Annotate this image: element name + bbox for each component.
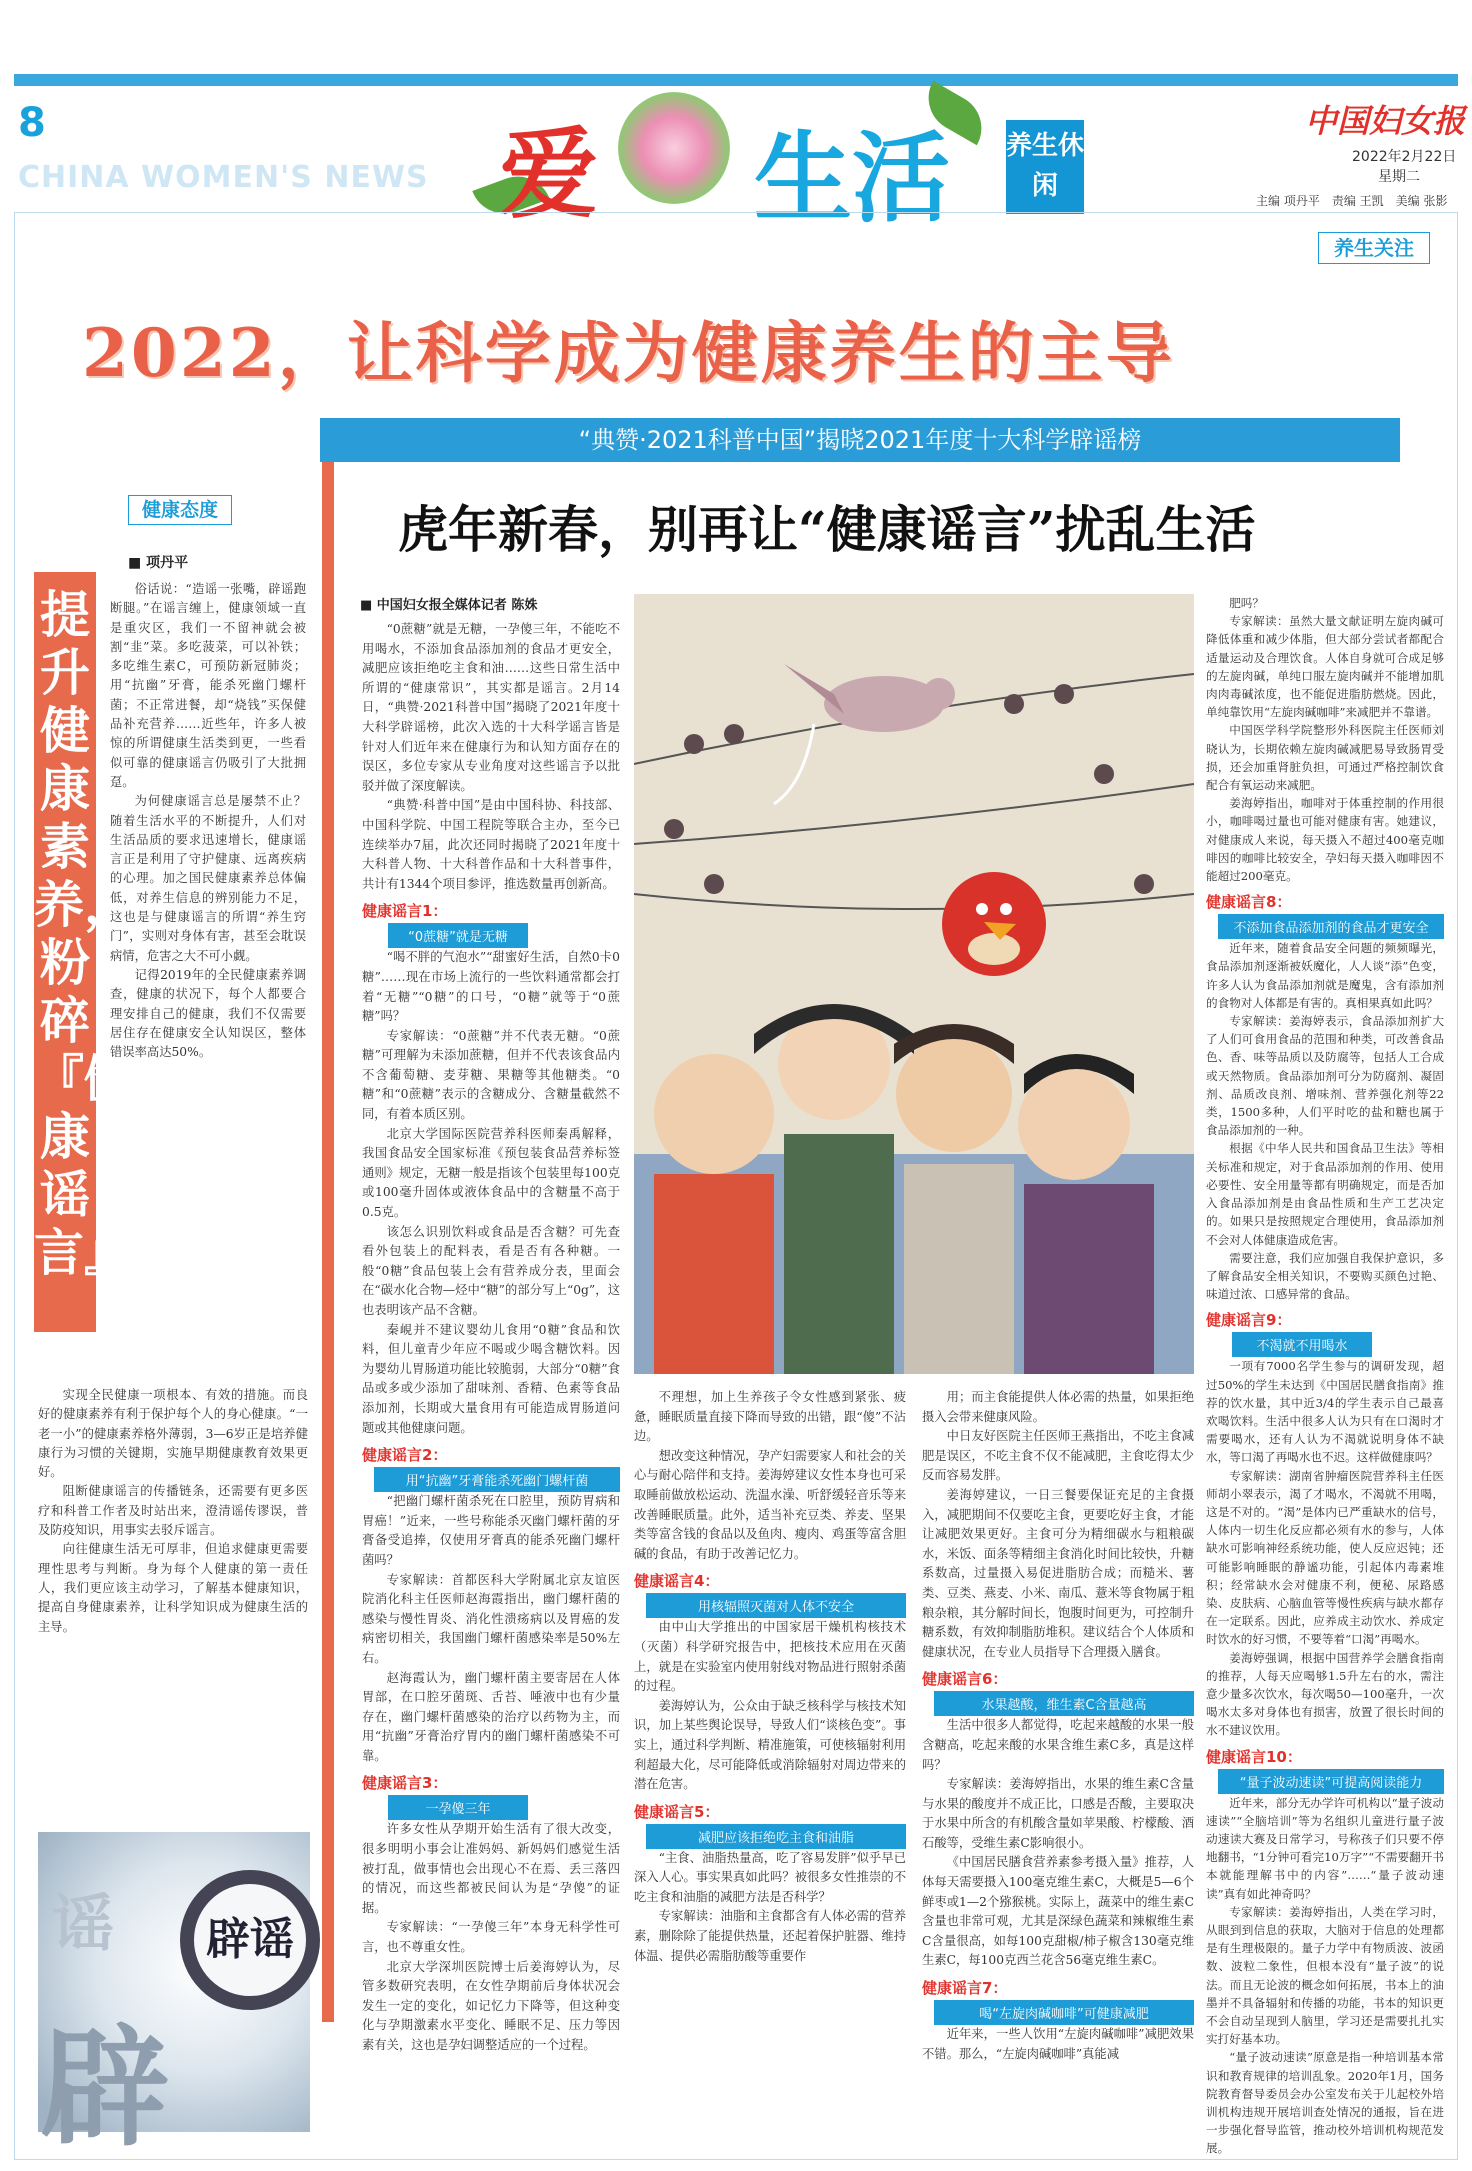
rumor-title: 不渴就不用喝水: [1232, 1332, 1372, 1357]
paragraph: 不理想，加上生养孩子令女性感到紧张、疲惫，睡眠质量直接下降而导致的出错，跟“傻”不沾边。: [634, 1390, 906, 1444]
angry-bird-icon: [942, 872, 1046, 976]
rumor-label: 健康谣言7：: [922, 1979, 1008, 1998]
left-author: ■ 项丹平: [128, 555, 189, 571]
issue-weekday: 星期二: [1378, 169, 1420, 185]
paragraph: “把幽门螺杆菌杀死在口腔里，预防胃病和胃癌！”近来，一些号称能杀灭幽门螺杆菌的牙膏备受追捧，仅使用牙膏真的能杀死幽门螺杆菌吗？: [362, 1494, 620, 1567]
paragraph: “量子波动速读”原意是指一种培训基本常识和教育规律的培训乱象。2020年1月，国务院教育督导委员会办公室发布关于儿起校外培训机构违规开展培训查处情况的通报，旨在进一步强化督导监管，推动校外培训机构规范发展。: [1206, 2050, 1444, 2156]
paragraph: 近年来，一些人饮用“左旋肉碱咖啡”减肥效果不错。那么，“左旋肉碱咖啡”真能减: [922, 2027, 1194, 2061]
magnifier-icon: 辟谣: [180, 1870, 320, 2010]
paragraph: 北京大学深圳医院博士后姜海婷认为，尽管多数研究表明，在女性孕期前后身体状况会发生一定的变化，如记忆力下降等，但这种变化与孕期激素水平变化、睡眠不足、压力等因素有关，这也是孕妇调整适应的一个过程。: [362, 1959, 620, 2052]
english-paper-name: CHINA WOMEN'S NEWS: [18, 160, 429, 195]
rumor-label: 健康谣言4：: [634, 1572, 720, 1591]
paragraph: “喝不胖的气泡水”“甜蜜好生活，自然0卡0糖”……现在市场上流行的一些饮料通常都会打着“无糖”“0糖”的口号，“0糖”就等于“0蔗糖”吗？: [362, 950, 620, 1024]
rumor-title: 减肥应该拒绝吃主食和油脂: [646, 1824, 906, 1849]
paragraph: 由中山大学推出的中国家居干燥机构核技术（灭菌）科学研究报告中，把核技术应用在灭菌上，就是在实验室内使用射线对物品进行照射杀菌的过程。: [634, 1620, 906, 1694]
article-byline: ■ 中国妇女报全媒体记者 陈姝: [360, 598, 538, 613]
paragraph: 专家解读：虽然大量文献证明左旋肉碱可降低体重和减少体脂，但大部分尝试者都配合适量运动及合理饮食。人体自身就可合成足够的左旋肉碱，单纯口服左旋肉碱并不能增加肌肉肉毒碱浓度，也不能促进脂肪燃烧。因此，单纯靠饮用“左旋肉碱咖啡”来减肥并不靠谱。: [1206, 614, 1444, 720]
paragraph: 根据《中华人民共和国食品卫生法》等相关标准和规定，对于食品添加剂的作用、使用必要性、安全用量等都有明确规定，而是否加入食品添加剂是由食品性质和生产工艺决定的。如果只是按照规定合理使用，食品添加剂不会对人体健康造成危害。: [1206, 1141, 1444, 1247]
paragraph: 许多女性从孕期开始生活有了很大改变，很多明明小事会让准妈妈、新妈妈们感觉生活被打乱，做事情也会出现心不在焉、丢三落四的情况，而这些都被民间认为是“孕傻”的证据。: [362, 1822, 620, 1915]
paragraph: 近年来，部分无办学许可机构以“量子波动速读”“全脑培训”等为名组织儿童进行量子波动速读大赛及日常学习，号称孩子们只要不停地翻书，“1分钟可看完10万字”“不需要翻开书本就能理解书中的内容”……“量子波动速读”真有如此神奇吗？: [1206, 1795, 1444, 1901]
article-column-5: [1206, 594, 1444, 2158]
rumor-label: 健康谣言2：: [362, 1446, 448, 1465]
paragraph: 北京大学国际医院营养科医师秦禹解释，我国食品安全国家标准《预包装食品营养标签通则》规定，无糖一般是指该个包装里每100克或100毫升固体或液体食品中的含糖量不高于0.5克。: [362, 1126, 620, 1220]
paragraph: 实现全民健康一项根本、有效的措施。而良好的健康素养有利于保护每个人的身心健康。“一老一小”的健康素养格外薄弱，3—6岁正是培养健康行为习惯的关键期，实施早期健康教育效果更好。: [38, 1388, 308, 1480]
paragraph: “典赞·科普中国”是由中国科协、科技部、中国科学院、中国工程院等联合主办，至今已连续举办7届，此次还同时揭晓了2021年度十大科普人物、十大科普作品和十大科普事件，共计有1344个项目参评，推选数量再创新高。: [362, 798, 620, 891]
issue-date: 2022年2月22日: [1352, 149, 1457, 165]
rumor-label: 健康谣言3：: [362, 1774, 448, 1793]
article-column-3: [634, 1388, 906, 1966]
paragraph: 一项有7000名学生参与的调研发现，超过50%的学生未达到《中国居民膳食指南》推荐的饮水量，其中近3/4的学生表示自己最喜欢喝饮料。生活中很多人认为只有在口渴时才需要喝水，还有人认为不渴就说明身体不缺水，等口渴了再喝水也不迟。这样做健康吗？: [1206, 1359, 1444, 1465]
paragraph: 用；而主食能提供人体必需的热量，如果拒绝摄入会带来健康风险。: [922, 1390, 1194, 1424]
paragraph: 专家解读：姜海婷指出，人类在学习时，从眼到到信息的获取，大脑对于信息的处理都是有生理极限的。量子力学中有物质波、波函数、波粒二象性，但根本没有“量子波”的说法。而且无论波的概念如何拓展，书本上的油墨并不具备辐射和传播的功能，书本的知识更不会自动呈现到人脑里，学习还是需要扎扎实实打好基本功。: [1206, 1904, 1444, 2047]
left-column-text: [110, 580, 306, 1062]
rumor-title: 用“抗幽”牙膏能杀死幽门螺杆菌: [374, 1467, 620, 1492]
paragraph: 生活中很多人都觉得，吃起来越酸的水果一般含糖高，吃起来酸的水果含维生素C多，真是这样吗？: [922, 1718, 1194, 1772]
rumor-title: 喝“左旋肉碱咖啡”可健康减肥: [934, 2000, 1194, 2025]
paragraph: 《中国居民膳食营养素参考摄入量》推荐，人体每天需要摄入100毫克维生素C，大概是5—6个鲜枣或1—2个猕猴桃。实际上，蔬菜中的维生素C含量也非常可观，尤其是深绿色蔬菜和辣椒维生素C含量很高，如每100克甜椒/柿子椒含130毫克维生素C，每100克西兰花含56毫克维生素C。: [922, 1855, 1194, 1968]
paragraph: 专家解读：油脂和主食都含有人体必需的营养素，删除除了能提供热量，还起着保护脏器、维持体温、提供必需脂肪酸等重要作: [634, 1909, 906, 1963]
gossip-illustration: [634, 594, 1194, 1374]
rumor-title: 一孕傻三年: [388, 1795, 528, 1820]
page-number: 8: [18, 100, 46, 146]
paragraph: 专家解读：“一孕傻三年”本身无科学性可言，也不尊重女性。: [362, 1920, 620, 1955]
paragraph: “主食、油脂热量高，吃了容易发胖”似乎早已深入人心。事实果真如此吗？被很多女性推崇的不吃主食和油脂的减肥方法是否科学？: [634, 1850, 906, 1904]
paragraph: 赵海霞认为，幽门螺杆菌主要寄居在人体胃部，在口腔牙菌斑、舌苔、唾液中也有少量存在，幽门螺杆菌感染的治疗以药物为主，而用“抗幽”牙膏治疗胃内的幽门螺杆菌感染不可靠。: [362, 1670, 620, 1763]
paragraph: 秦峴并不建议婴幼儿食用“0糖”食品和饮料，但儿童青少年应不喝或少喝含糖饮料。因为婴幼儿胃肠道功能比较脆弱，大部分“0糖”食品或多或少添加了甜味剂、香精、色素等食品添加剂，长期或大量食用有可能造成胃肠道问题或其他健康问题。: [362, 1322, 620, 1435]
rumor-label: 健康谣言8：: [1206, 893, 1292, 912]
photo-ghost-text: 谣: [52, 1887, 115, 1960]
paragraph: 专家解读：首都医科大学附属北京友谊医院消化科主任医师赵海霞指出，幽门螺杆菌的感染与慢性胃炎、消化性溃疡病以及胃癌的发病密切相关，我国幽门螺杆菌感染率是50%左右。: [362, 1572, 620, 1665]
paragraph: 阻断健康谣言的传播链条，还需要有更多医疗和科普工作者及时站出来，澄清谣传谬误，普及防疫知识，用事实去驳斥谣言。: [38, 1484, 308, 1538]
paper-logo: 中国妇女报: [1305, 102, 1466, 140]
paragraph: 专家解读：姜海婷指出，水果的维生素C含量与水果的酸度并不成正比，口感是否酸，主要取决于水果中所含的有机酸含量如苹果酸、柠檬酸、酒石酸等，受维生素C影响很小。: [922, 1777, 1194, 1850]
editor-credits: 主编 项丹平 责编 王凯 美编 张影: [1256, 194, 1448, 208]
article-column-1: [362, 620, 620, 2056]
paragraph: 肥吗？: [1229, 596, 1264, 610]
section-title-life: 生活: [754, 122, 951, 236]
paragraph: 中日友好医院主任医师王燕指出，不吃主食减肥是误区，不吃主食不仅不能减肥，主食吃得太少反而容易发胖。: [922, 1429, 1194, 1483]
rumor-title: “0蔗糖”就是无糖: [388, 923, 528, 948]
rumor-title: 不添加食品添加剂的食品才更安全: [1218, 914, 1444, 939]
paragraph: 俗话说：“造谣一张嘴，辟谣跑断腿。”在谣言缠上，健康领域一直是重灾区，我们一不留神就会被割“韭”菜。多吃菠菜，可以补铁；多吃维生素C，可预防新冠肺炎；用“抗幽”牙膏，能杀死幽门螺杆菌；不正常进餐，却“烧钱”买保健品补充营养……近些年，许多人被惊的所谓健康生活类到更，一些看似可靠的健康谣言仍吸引了大批拥趸。: [110, 582, 306, 789]
rumor-label: 健康谣言5：: [634, 1802, 720, 1821]
section-tag-right: 养生关注: [1318, 232, 1430, 264]
main-headline: 2022，让科学成为健康养生的主导: [82, 314, 1175, 392]
article-column-4: [922, 1388, 1194, 2064]
paragraph: 需要注意，我们应加强自我保护意识，多了解食品安全相关知识，不要购买颜色过艳、味道过浓、口感异常的食品。: [1206, 1250, 1444, 1302]
section-tag-left: 健康态度: [128, 495, 232, 525]
paragraph: 近年来，随着食品安全问题的频频曝光，食品添加剂逐渐被妖魔化，人人谈“添”色变，许多人认为食品添加剂就是魔鬼，含有添加剂的食物对人体都是有害的。真相果真如此吗？: [1206, 941, 1444, 1010]
rumor-title: “量子波动速读”可提高阅读能力: [1218, 1769, 1444, 1794]
left-bottom-text: [38, 1386, 308, 1637]
rumor-label: 健康谣言6：: [922, 1670, 1008, 1689]
paragraph: 姜海婷强调，根据中国营养学会膳食指南的推荐，人每天应喝够1.5升左右的水，需注意少量多次饮水，每次喝50—100毫升，一次喝水太多对身体也有损害，放置了很长时间的水不建议饮用。: [1206, 1650, 1444, 1738]
vertical-title: 提升健康素养，粉碎『健康谣言』: [34, 572, 96, 1332]
paragraph: 姜海婷建议，一日三餐要保证充足的主食摄入，减肥期间不仅要吃主食，更要吃好主食，才能让减肥效果更好。主食可分为精细碳水与粗粮碳水，米饭、面条等精细主食消化时间比较快，升糖系数高，过量摄入易促进脂肪合成；而糙米、薯类、豆类、燕麦、小米、南瓜、薏米等食物属于粗粮杂粮，其分解时间长，饱腹时间更为，可控制升糖系数，有效抑制脂肪堆积。建议结合个人体质和健康状况，在专业人员指导下合理摄入膳食。: [922, 1487, 1194, 1659]
top-color-bar: [14, 74, 1458, 86]
flower-decoration-icon: [618, 92, 730, 204]
banner-subtitle: “典赞·2021科普中国”揭晓2021年度十大科学辟谣榜: [320, 418, 1400, 462]
paragraph: 专家解读：“0蔗糖”并不代表无糖。“0蔗糖”可理解为未添加蔗糖，但并不代表该食品内不含葡萄糖、麦芽糖、果糖等其他糖类。“0糖”和“0蔗糖”表示的含糖成分、含糖量截然不同，有着本质区别。: [362, 1028, 620, 1122]
paragraph: 向往健康生活无可厚非，但追求健康更需要理性思考与判断。身为每个人健康的第一责任人，我们更应该主动学习，了解基本健康知识，提高自身健康素养，让科学知识成为健康生活的主导。: [38, 1542, 308, 1634]
article-title: 虎年新春，别再让“健康谣言”扰乱生活: [398, 500, 1256, 559]
paragraph: 想改变这种情况，孕产妇需要家人和社会的关心与耐心陪伴和支持。姜海婷建议女性本身也可采取睡前做放松运动、洗温水澡、听舒缓轻音乐等来改善睡眠质量。此外，适当补充豆类、养麦、坚果类等富含钱的食品以及鱼肉、瘦肉、鸡蛋等富含胆碱的食品，有助于改善记忆力。: [634, 1448, 906, 1561]
rumor-label: 健康谣言10：: [1206, 1747, 1302, 1766]
paragraph: 专家解读：姜海婷表示，食品添加剂扩大了人们可食用食品的范围和种类，可改善食品色、香、味等品质以及防腐等，包括人工合成或天然物质。食品添加剂可分为防腐剂、凝固剂、品质改良剂、增味剂、营养强化剂等22类，1500多种，人们平时吃的盐和糖也属于食品添加剂的一种。: [1206, 1014, 1444, 1138]
paragraph: 姜海婷认为，公众由于缺乏核科学与核技术知识，加上某些舆论误导，导致人们“谈核色变”。事实上，通过科学判断、精准施策，可使核辐射利用利超最大化，尽可能降低或消除辐射对周边带来的潜在危害。: [634, 1698, 906, 1792]
photo-ghost-text: 辟: [40, 2011, 171, 2164]
illustration: [634, 594, 1194, 1374]
rumor-title: 用核辐照灭菌对人体不安全: [646, 1593, 906, 1618]
rumor-title: 水果越酸，维生素C含量越高: [934, 1691, 1194, 1716]
section-title-ai: 爱: [500, 117, 599, 232]
paragraph: 中国医学科学院整形外科医院主任医师刘晓认为，长期依赖左旋肉碱减肥易导致肠胃受损，还会加重肾脏负担，可通过严格控制饮食配合有氧运动来减肥。: [1206, 723, 1444, 793]
paragraph: “0蔗糖”就是无糖，一孕傻三年，不能吃不用喝水，不添加食品添加剂的食品才更安全，减肥应该拒绝吃主食和油……这些日常生活中所谓的“健康常识”，其实都是谣言。2月14日，“典赞·2021科普中国”揭晓了2021年度十大科学辟谣榜，此次入选的十大科学谣言皆是针对人们近年来在健康行为和认知方面存在的误区，多位专家从专业角度对这些谣言予以批驳并做了深度解读。: [362, 622, 620, 793]
paragraph: 记得2019年的全民健康素养调查，健康的状况下，每个人都要合理安排自己的健康，我们不仅需要居住存在健康安全认知误区，整体错误率高达50%。: [110, 967, 306, 1060]
paragraph: 姜海婷指出，咖啡对于体重控制的作用很小，咖啡喝过量也可能对健康有害。她建议，对健康成人来说，每天摄入不超过400毫克咖啡因的咖啡比较安全，孕妇每天摄入咖啡因不能超过200毫克。: [1206, 796, 1444, 884]
rumor-label: 健康谣言9：: [1206, 1311, 1292, 1330]
paragraph: 专家解读：湖南省肿瘤医院营养科主任医师胡小翠表示，渴了才喝水，不渴就不用喝，这是不对的。“渴”是体内已严重缺水的信号，人体内一切生化反应都必须有水的参与，人体缺水可影响神经系统功能，使人反应迟钝；还可能影响睡眠的静谧功能，引起体内毒素堆积；经常缺水会对健康不利，便秘、尿路感染、皮肤病、心脑血管等慢性疾病与缺水都存在一定联系。因此，应养成主动饮水、养成定时饮水的好习惯，不要等着“口渴”再喝水。: [1206, 1468, 1444, 1647]
paragraph: 该怎么识别饮料或食品是否含糖？可先查看外包装上的配料表，看是否有各种糖。一般“0糖”食品包装上会有营养成分表，里面会在“碳水化合物—烃中“糖”的部分写上“0g”，这也表明该产品不含糖。: [362, 1224, 620, 1317]
column-badge: 养生休闲: [1006, 120, 1084, 214]
paragraph: 为何健康谣言总是屡禁不止？随着生活水平的不断提升，人们对生活品质的要求迅速增长，健康谣言正是利用了守护健康、远离疾病的心理。加之国民健康素养总体偏低，对养生信息的辨别能力不足，这也是与健康谣言的所谓“养生窍门”，实则对身体有害，甚至会耽误病情，危害之大不可小觑。: [110, 794, 306, 963]
rumor-label: 健康谣言1：: [362, 902, 448, 921]
decorative-red-strip: [322, 462, 334, 2022]
